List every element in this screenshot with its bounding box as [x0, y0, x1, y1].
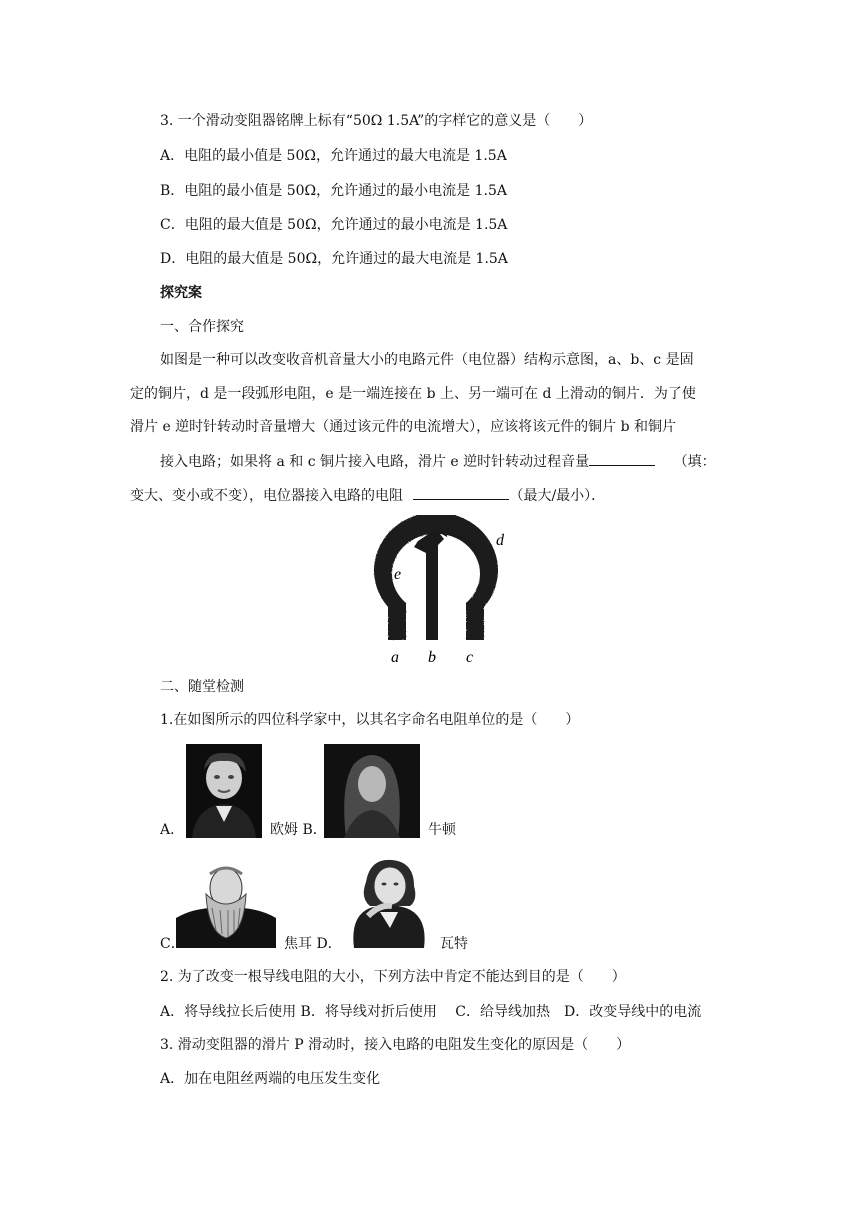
- check-q3: 3. 滑动变阻器的滑片 P 滑动时，接入电路的电阻发生变化的原因是（ ）: [160, 1037, 631, 1053]
- answer-blank-volume[interactable]: [589, 451, 655, 466]
- option-d-label: D．: [316, 936, 342, 952]
- check-q2: 2. 为了改变一根导线电阻的大小，下列方法中肯定不能达到目的是（ ）: [160, 969, 626, 985]
- option-a-label: A．: [160, 822, 185, 838]
- answer-blank-resistance[interactable]: [413, 485, 509, 500]
- option-d-name: 瓦特: [440, 936, 468, 952]
- q3-option-c: C．电阻的最大值是 50Ω，允许通过的最小电流是 1.5A: [160, 217, 508, 233]
- paragraph-line-3: 滑片 e 逆时针转动时音量增大（通过该元件的电流增大），应该将该元件的铜片 b 和铜片: [130, 419, 677, 435]
- paragraph-line-5-text: 变大、变小或不变），电位器接入电路的电阻: [130, 488, 403, 504]
- portrait-watt: [340, 856, 436, 948]
- paragraph-line-4-text: 接入电路；如果将 a 和 c 铜片接入电路，滑片 e 逆时针转动过程音量: [160, 454, 590, 470]
- label-c: c: [466, 649, 474, 665]
- option-c-name: [284, 934, 342, 954]
- label-a: a: [391, 649, 399, 665]
- option-a-name-text: 欧姆: [270, 822, 298, 838]
- option-c-name-text: 焦耳: [284, 936, 312, 952]
- paragraph-line-4: [160, 451, 716, 472]
- q3-option-b: B．电阻的最小值是 50Ω，允许通过的最小电流是 1.5A: [160, 183, 507, 199]
- label-d: d: [496, 532, 504, 549]
- q3-option-a: A．电阻的最小值是 50Ω，允许通过的最大电流是 1.5A: [160, 148, 507, 164]
- option-a-name: [270, 820, 327, 840]
- paragraph-line-4-hint: （填：: [673, 454, 716, 470]
- option-b-label: B．: [302, 822, 327, 838]
- paragraph-line-1: 如图是一种可以改变收音机音量大小的电路元件（电位器）结构示意图，a、b、c 是固: [160, 352, 694, 368]
- label-e: e: [394, 566, 402, 583]
- portrait-newton: [324, 744, 420, 838]
- q3-stem: 3. 一个滑动变阻器铭牌上标有“50Ω 1.5A”的字样它的意义是（ ）: [160, 113, 593, 129]
- potentiometer-diagram: [356, 515, 516, 665]
- q3-option-d: D．电阻的最大值是 50Ω，允许通过的最大电流是 1.5A: [160, 251, 508, 267]
- section-heading: 探究案: [160, 285, 202, 301]
- check-q3-option-a: A．加在电阻丝两端的电压发生变化: [160, 1071, 381, 1087]
- paragraph-line-5: [130, 485, 740, 506]
- paragraph-line-5-hint: （最大/最小）．: [509, 488, 606, 504]
- check-q1: 1.在如图所示的四位科学家中，以其名字命名电阻单位的是（ ）: [160, 712, 580, 728]
- label-b: b: [428, 649, 436, 665]
- portrait-joule: [176, 858, 276, 948]
- paragraph-line-2: 定的铜片，d 是一段弧形电阻，e 是一端连接在 b 上、另一端可在 d 上滑动的铜片．为了使: [130, 386, 696, 402]
- option-c-label: C．: [160, 936, 185, 952]
- portrait-ohm: [186, 744, 262, 838]
- option-b-name: 牛顿: [428, 822, 456, 838]
- section-title-check: 二、随堂检测: [160, 679, 244, 695]
- section-title-cooperative: 一、合作探究: [160, 319, 244, 335]
- check-q2-options: A．将导线拉长后使用 B．将导线对折后使用 C．给导线加热 D．改变导线中的电流: [160, 1004, 702, 1020]
- slider-e: [414, 529, 444, 640]
